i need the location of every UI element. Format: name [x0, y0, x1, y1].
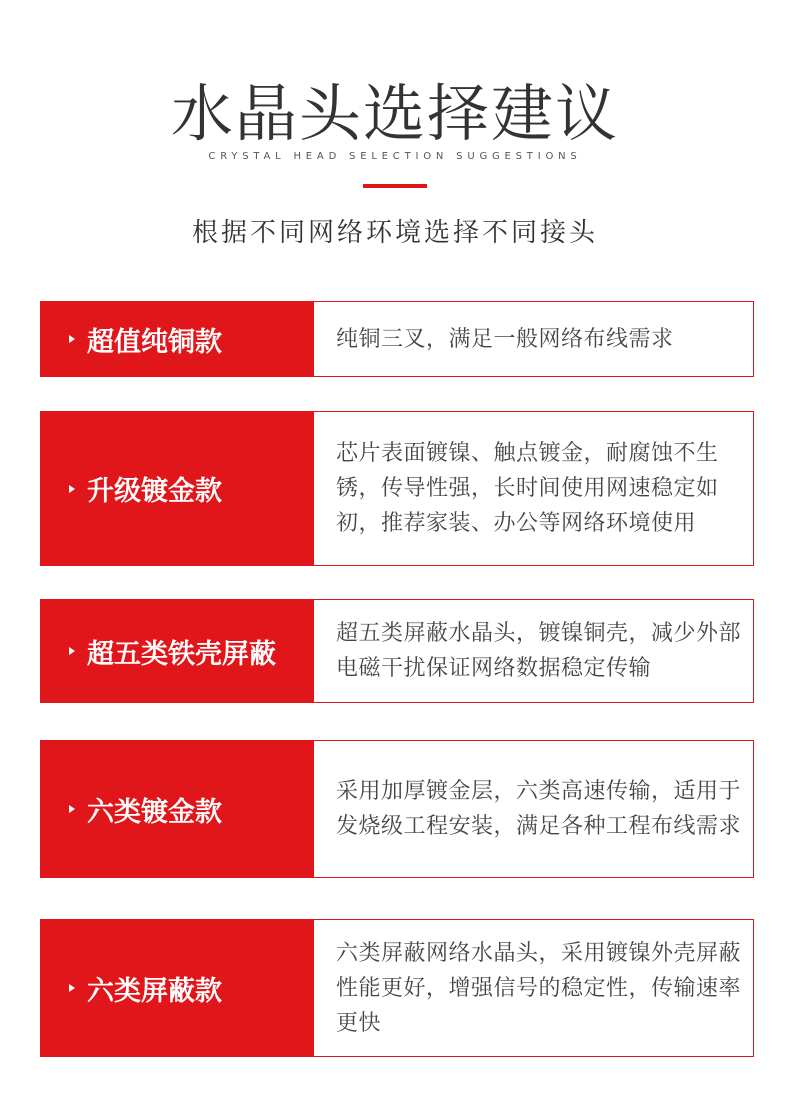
arrow-right-icon: [69, 984, 75, 992]
card-label-box: [41, 412, 314, 565]
page-subtitle: CRYSTAL HEAD SELECTION SUGGESTIONS: [208, 151, 582, 162]
card-label: 超五类铁壳屏蔽: [87, 638, 276, 670]
card-description: 六类屏蔽网络水晶头，采用镀镍外壳屏蔽性能更好，增强信号的稳定性，传输速率更快: [336, 940, 742, 1036]
arrow-right-icon: [69, 805, 75, 813]
arrow-right-icon: [69, 485, 75, 493]
card-cat6-shielded: [40, 919, 754, 1057]
card-label-box: [41, 302, 314, 376]
card-copper: [40, 301, 754, 377]
arrow-right-icon: [69, 335, 75, 343]
arrow-right-icon: [69, 647, 75, 655]
card-label-box: [41, 741, 314, 877]
card-label: 六类镀金款: [87, 796, 222, 828]
card-label: 超值纯铜款: [87, 326, 222, 358]
card-label: 升级镀金款: [87, 476, 222, 507]
card-label-box: [41, 600, 314, 702]
page-tagline: 根据不同网络环境选择不同接头: [191, 218, 598, 248]
card-description: 纯铜三叉，满足一般网络布线需求: [336, 326, 674, 352]
page-title: 水晶头选择建议: [170, 77, 619, 150]
card-label-box: [41, 920, 314, 1056]
card-cat5e-shielded: [40, 599, 754, 703]
card-description: 采用加厚镀金层，六类高速传输，适用于发烧级工程安装，满足各种工程布线需求: [336, 779, 742, 839]
title-divider: [363, 184, 427, 188]
card-description: 超五类屏蔽水晶头，镀镍铜壳，减少外部电磁干扰保证网络数据稳定传输: [336, 621, 742, 681]
card-description: 芯片表面镀镍、触点镀金，耐腐蚀不生锈，传导性强，长时间使用网速稳定如初，推荐家装、办公等网络环境使用: [336, 441, 719, 536]
card-cat6-gold: [40, 740, 754, 878]
card-gold: [40, 411, 754, 566]
card-label: 六类屏蔽款: [87, 975, 222, 1007]
